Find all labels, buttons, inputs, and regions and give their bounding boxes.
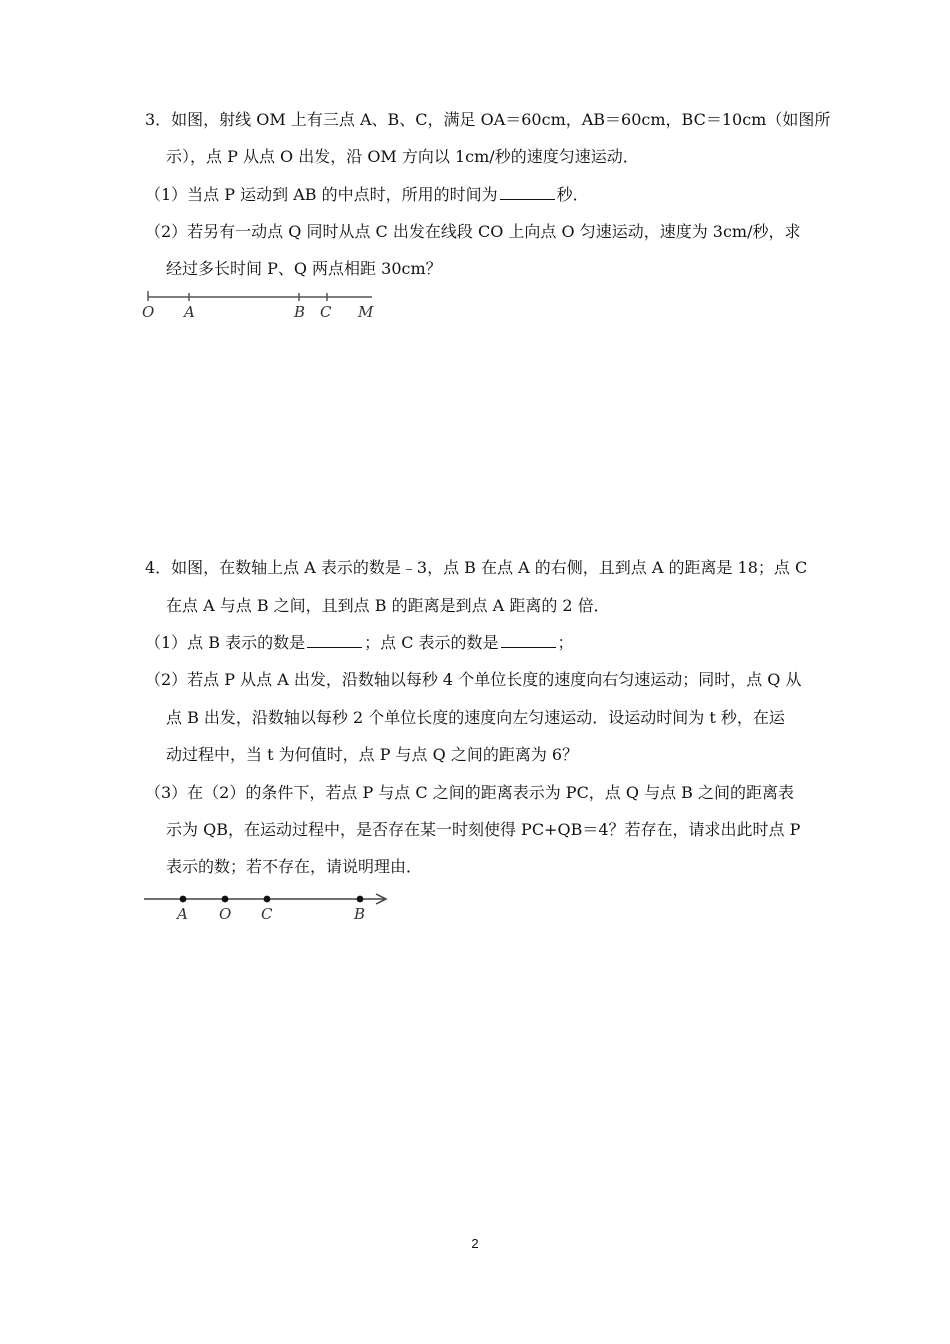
problem4-question1 [145,633,574,653]
label-C: C [320,303,332,321]
label-A: A [184,303,195,321]
problem4-line2: 在点 A 与点 B 之间，且到点 B 的距离是到点 A 距离的 2 倍． [166,596,610,615]
problem4-question3-line1: （3）在（2）的条件下，若点 P 与点 C 之间的距离表示为 PC，点 Q 与点 B 之间的距离表 [145,783,795,802]
label-O: O [219,905,232,923]
problem4-question3-line2: 示为 QB，在运动过程中，是否存在某一时刻使得 PC+QB＝4？若存在，请求出此时点 P [166,820,801,839]
page-number: 2 [471,1236,479,1251]
problem4-q1-part2: ；点 C 表示的数是 [364,633,499,652]
problem3-q1-suffix: 秒． [556,185,589,204]
problem4-question2-line3: 动过程中，当 t 为何值时，点 P 与点 Q 之间的距离为 6？ [166,745,579,764]
label-O: O [142,303,155,321]
problem3-question2-line1: （2）若另有一动点 Q 同时从点 C 出发在线段 CO 上向点 O 匀速运动，速度为 3cm/秒，求 [145,222,801,241]
problem4-question3-line3: 表示的数；若不存在，请说明理由． [166,857,423,876]
label-B: B [354,905,366,923]
problem4-question2-line1: （2）若点 P 从点 A 出发，沿数轴以每秒 4 个单位长度的速度向右匀速运动；同时，点 Q 从 [145,670,802,689]
label-C: C [261,905,273,923]
answer-blank[interactable] [500,185,555,200]
problem3-question1 [145,185,589,205]
problem3-question2-line2: 经过多长时间 P、Q 两点相距 30cm？ [166,259,442,278]
ray-diagram [140,288,390,324]
problem3-line2: 示），点 P 从点 O 出发，沿 OM 方向以 1cm/秒的速度匀速运动． [166,147,639,166]
problem4-q1-part3: ； [557,633,574,652]
problem4-question2-line2: 点 B 出发，沿数轴以每秒 2 个单位长度的速度向左匀速运动．设运动时间为 t 秒，在运 [166,708,785,727]
problem3-line1: 3．如图，射线 OM 上有三点 A、B、C，满足 OA＝60cm，AB＝60cm，BC＝10cm（如图所 [145,110,831,129]
label-B: B [294,303,306,321]
number-line-diagram [140,888,400,928]
problem4-line1: 4．如图，在数轴上点 A 表示的数是﹣3，点 B 在点 A 的右侧，且到点 A 的距离是 18；点 C [145,558,808,577]
answer-blank-C[interactable] [501,633,556,648]
label-A: A [177,905,188,923]
problem3-q1-text: （1）当点 P 运动到 AB 的中点时，所用的时间为 [145,185,498,204]
answer-blank-B[interactable] [307,633,362,648]
problem4-q1-part1: （1）点 B 表示的数是 [145,633,306,652]
label-M: M [358,303,374,321]
